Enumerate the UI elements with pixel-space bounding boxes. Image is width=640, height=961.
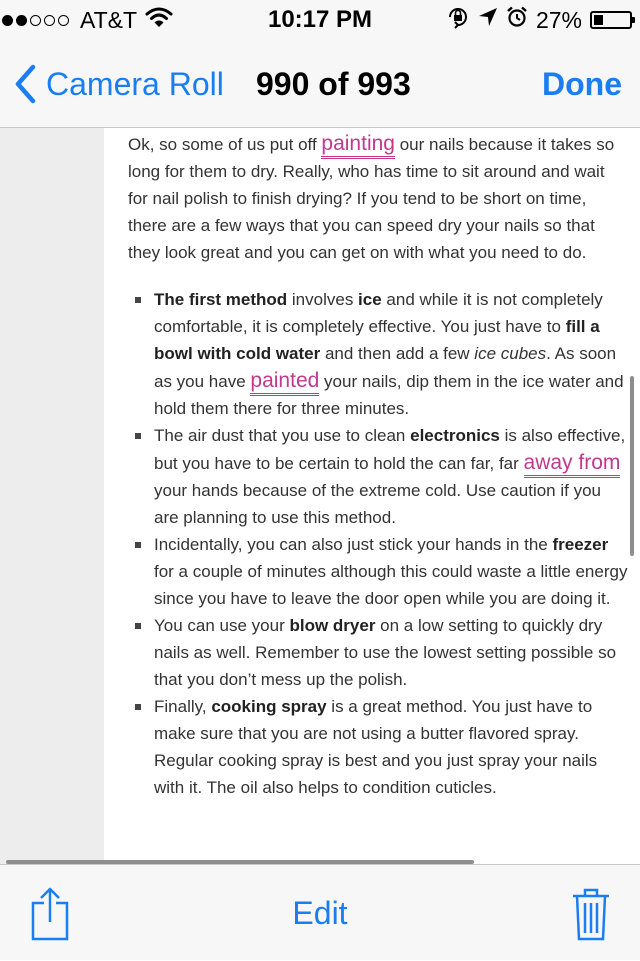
italic-text: ice cubes — [474, 344, 547, 363]
text-span: your hands because of the extreme cold. Use caution if you are planning to use this method. — [154, 481, 601, 527]
text-span: Ok, so some of us put off — [128, 135, 322, 154]
text-span: our nails because it takes so long for them to dry. Really, who has time to sit around and wait for nail polish to finish drying? If you tend to be short on time, there are a few ways that you can speed dry your nails so that they look great and you can get on with what you need to do. — [128, 135, 615, 262]
intro-paragraph — [128, 130, 628, 266]
status-right — [438, 6, 632, 34]
keyword-link-painted[interactable]: painted — [250, 369, 319, 396]
text-span: You can use your — [154, 616, 290, 635]
navigation-bar — [0, 40, 640, 128]
text-span: your nails, dip them in the ice water and hold them there for three minutes. — [154, 372, 624, 418]
keyword-link-away-from[interactable]: away from — [524, 451, 621, 478]
orientation-lock-icon — [446, 5, 470, 36]
battery-icon — [590, 11, 632, 29]
text-span: is also effective, but you have to be certain to hold the can far, far — [154, 426, 626, 473]
bold-text: freezer — [552, 535, 609, 554]
text-span: and then add a few — [320, 344, 475, 363]
page-gutter — [0, 128, 104, 864]
text-span: involves — [287, 290, 359, 309]
vertical-scrollbar[interactable] — [630, 376, 634, 556]
methods-list — [128, 286, 628, 801]
back-button-label: Camera Roll — [46, 65, 224, 102]
text-span: . As soon as you have — [154, 344, 617, 391]
text-span: Finally, — [154, 697, 212, 716]
text-span: The air dust that you use to clean — [154, 426, 411, 445]
delete-button[interactable] — [572, 887, 610, 946]
list-item — [154, 612, 628, 693]
photo-counter-title: 990 of 993 — [256, 65, 411, 102]
bold-text: The first method — [154, 290, 288, 309]
alarm-icon — [506, 6, 528, 35]
keyword-link-painting[interactable]: painting — [321, 132, 395, 159]
bottom-toolbar — [0, 864, 640, 960]
photo-viewer[interactable] — [0, 128, 640, 864]
carrier-name: AT&T — [80, 6, 138, 33]
text-span: is a great method. You just have to make sure that you are not using a butter flavored spray. Regular cooking spray is best and you just spray your nails with it. The oil also helps to condition cuticles. — [154, 697, 598, 797]
article-body — [128, 128, 628, 801]
text-span: and while it is not completely comfortable, it is completely effective. You just have to — [154, 290, 603, 336]
back-button[interactable] — [14, 40, 224, 128]
trash-icon — [572, 887, 610, 941]
list-item — [154, 286, 628, 422]
chevron-left-icon — [14, 64, 36, 104]
bold-text: cooking spray — [211, 697, 327, 716]
list-item — [154, 693, 628, 801]
text-span: on a low setting to quickly dry nails as well. Remember to use the lowest setting possible so that you don’t mess up the polish. — [154, 616, 617, 689]
list-item — [154, 531, 628, 612]
status-time: 10:17 PM — [267, 6, 373, 33]
text-span: Incidentally, you can also just stick your hands in the — [154, 535, 553, 554]
status-bar — [0, 0, 640, 40]
bold-text: fill a bowl with cold water — [154, 317, 600, 363]
location-arrow-icon — [478, 6, 498, 34]
battery-percent: 27% — [535, 6, 582, 33]
bold-text: electronics — [410, 426, 500, 445]
edit-button-area — [0, 865, 640, 961]
done-button[interactable]: Done — [542, 65, 622, 102]
text-span: for a couple of minutes although this could waste a little energy since you have to leave the door open while you are doing it. — [154, 562, 628, 608]
list-item — [154, 422, 628, 531]
bold-text: ice — [358, 290, 382, 309]
edit-button[interactable]: Edit — [292, 894, 348, 931]
battery-level — [594, 15, 603, 25]
bold-text: blow dryer — [289, 616, 376, 635]
